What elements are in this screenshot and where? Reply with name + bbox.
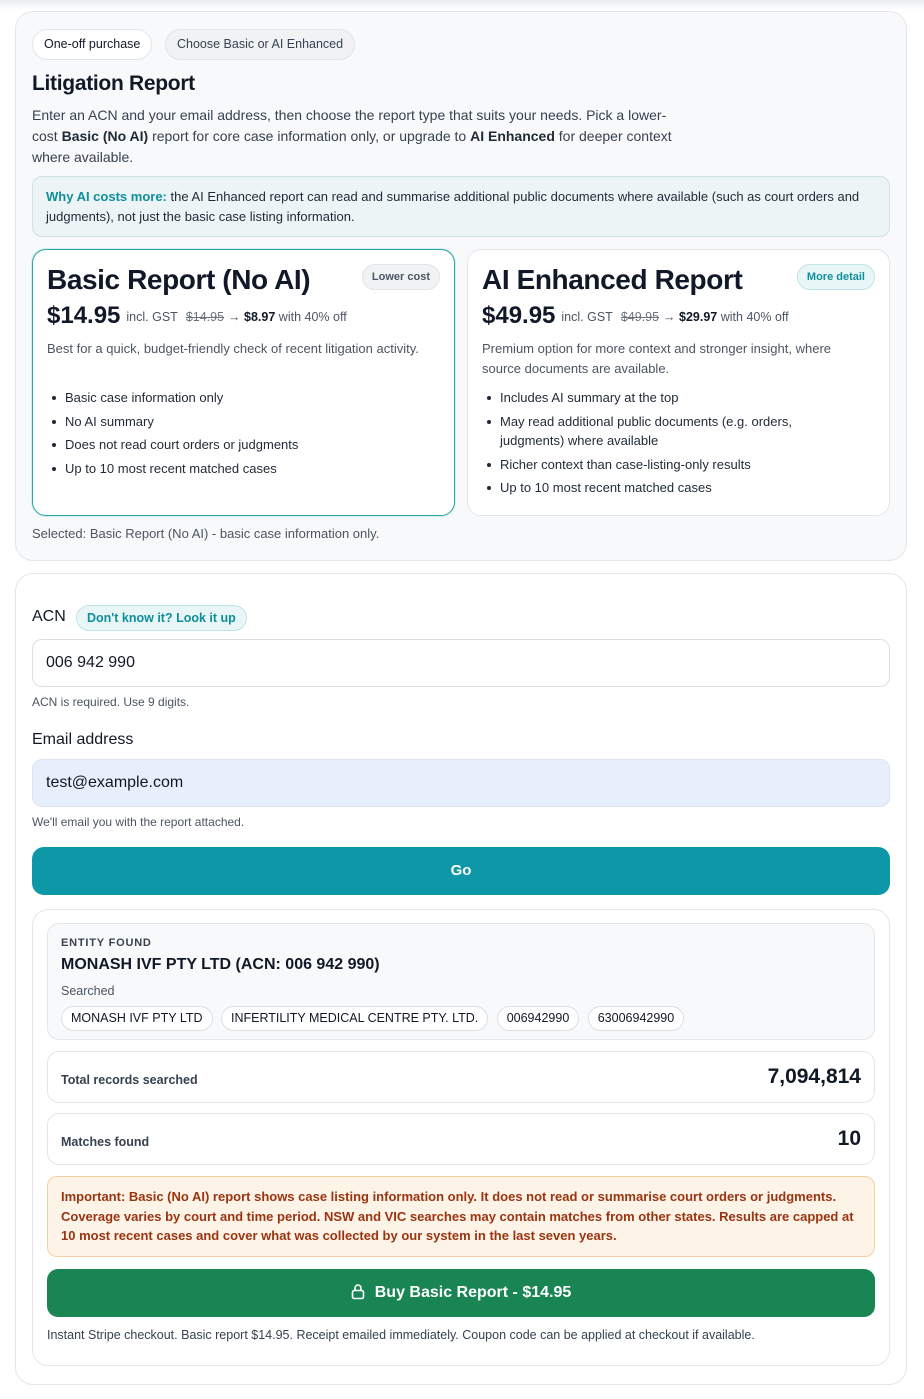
important-warning: Important: Basic (No AI) report shows case listing information only. It does not read or summarise court orders or judgments. Coverage varies by court and time period. NSW and VIC searches may contain matches from other states. Results are capped at 10 most recent cases and cover what was collected by our system in the last seven years. [47, 1176, 875, 1257]
searched-terms [61, 1006, 688, 1031]
basic-report-description: Best for a quick, budget-friendly check of recent litigation activity. [47, 341, 419, 356]
searched-label: Searched [61, 984, 115, 998]
acn-input[interactable]: 006 942 990 [32, 639, 890, 687]
acn-help-text: ACN is required. Use 9 digits. [32, 695, 190, 709]
list-item: Does not read court orders or judgments [65, 435, 415, 455]
search-term-chip: 006942990 [497, 1006, 580, 1031]
report-selection-card [15, 11, 907, 561]
entity-found-kicker: ENTITY FOUND [61, 937, 152, 949]
more-detail-badge: More detail [797, 264, 875, 290]
ai-price: $49.95 [482, 302, 556, 329]
list-item: No AI summary [65, 412, 415, 432]
search-term-chip: MONASH IVF PTY LTD [61, 1006, 213, 1031]
list-item: Up to 10 most recent matched cases [65, 459, 415, 479]
buy-basic-report-button[interactable] [47, 1269, 875, 1317]
basic-report-option[interactable] [32, 249, 455, 516]
selected-option-note: Selected: Basic Report (No AI) - basic case information only. [32, 526, 380, 541]
entity-name: MONASH IVF PTY LTD (ACN: 006 942 990) [61, 956, 380, 973]
search-term-chip: INFERTILITY MEDICAL CENTRE PTY. LTD. [221, 1006, 488, 1031]
basic-feature-list [65, 388, 415, 482]
search-results-panel [32, 909, 890, 1366]
acn-label: ACN [32, 608, 66, 625]
basic-report-title: Basic Report (No AI) [47, 264, 311, 295]
ai-report-description: Premium option for more context and stronger insight, where source documents are available. [482, 341, 832, 376]
top-shadow [0, 0, 924, 10]
buy-button-label: Buy Basic Report - $14.95 [374, 1284, 572, 1301]
list-item: May read additional public documents (e.g. orders, judgments) where available [500, 412, 850, 451]
total-records-stat [47, 1051, 875, 1103]
checkout-note: Instant Stripe checkout. Basic report $14.95. Receipt emailed immediately. Coupon code can be applied at checkout if available. [47, 1328, 755, 1342]
matches-found-value: 10 [837, 1127, 861, 1150]
order-form-card [15, 573, 907, 1385]
lock-icon [351, 1272, 365, 1320]
list-item: Basic case information only [65, 388, 415, 408]
choose-type-pill: Choose Basic or AI Enhanced [165, 29, 355, 60]
email-input[interactable]: test@example.com [32, 759, 890, 807]
basic-price-row: $14.95 incl. GST $14.95 → $8.97 with 40% off [47, 302, 347, 329]
total-records-value: 7,094,814 [767, 1065, 861, 1088]
acn-lookup-link[interactable]: Don't know it? Look it up [76, 605, 247, 631]
ai-price-row: $49.95 incl. GST $49.95 → $29.97 with 40% off [482, 302, 789, 329]
entity-found-box [47, 923, 875, 1040]
ai-feature-list [500, 388, 850, 502]
matches-found-label: Matches found [61, 1135, 150, 1149]
matches-found-stat [47, 1113, 875, 1165]
ai-enhanced-report-option[interactable] [467, 249, 890, 516]
total-records-label: Total records searched [61, 1073, 198, 1087]
email-help-text: We'll email you with the report attached. [32, 815, 245, 829]
ai-report-title: AI Enhanced Report [482, 264, 743, 295]
intro-text: Enter an ACN and your email address, then choose the report type that suits your needs. Pick a lower-cost Basic (No AI) report for core case information only, or upgrade to AI Enhanced for deeper context where available. [32, 107, 672, 165]
list-item: Up to 10 most recent matched cases [500, 478, 850, 498]
lower-cost-badge: Lower cost [362, 264, 440, 290]
page-title: Litigation Report [32, 72, 195, 95]
one-off-purchase-pill: One-off purchase [32, 29, 152, 60]
list-item: Richer context than case-listing-only results [500, 455, 850, 475]
go-button[interactable]: Go [32, 847, 890, 895]
why-ai-costs-more-note: Why AI costs more: the AI Enhanced report can read and summarise additional public documents where available (such as court orders and judgments), not just the basic case listing information. [32, 176, 890, 237]
search-term-chip: 63006942990 [588, 1006, 684, 1031]
list-item: Includes AI summary at the top [500, 388, 850, 408]
email-label: Email address [32, 731, 134, 748]
basic-price: $14.95 [47, 302, 121, 329]
